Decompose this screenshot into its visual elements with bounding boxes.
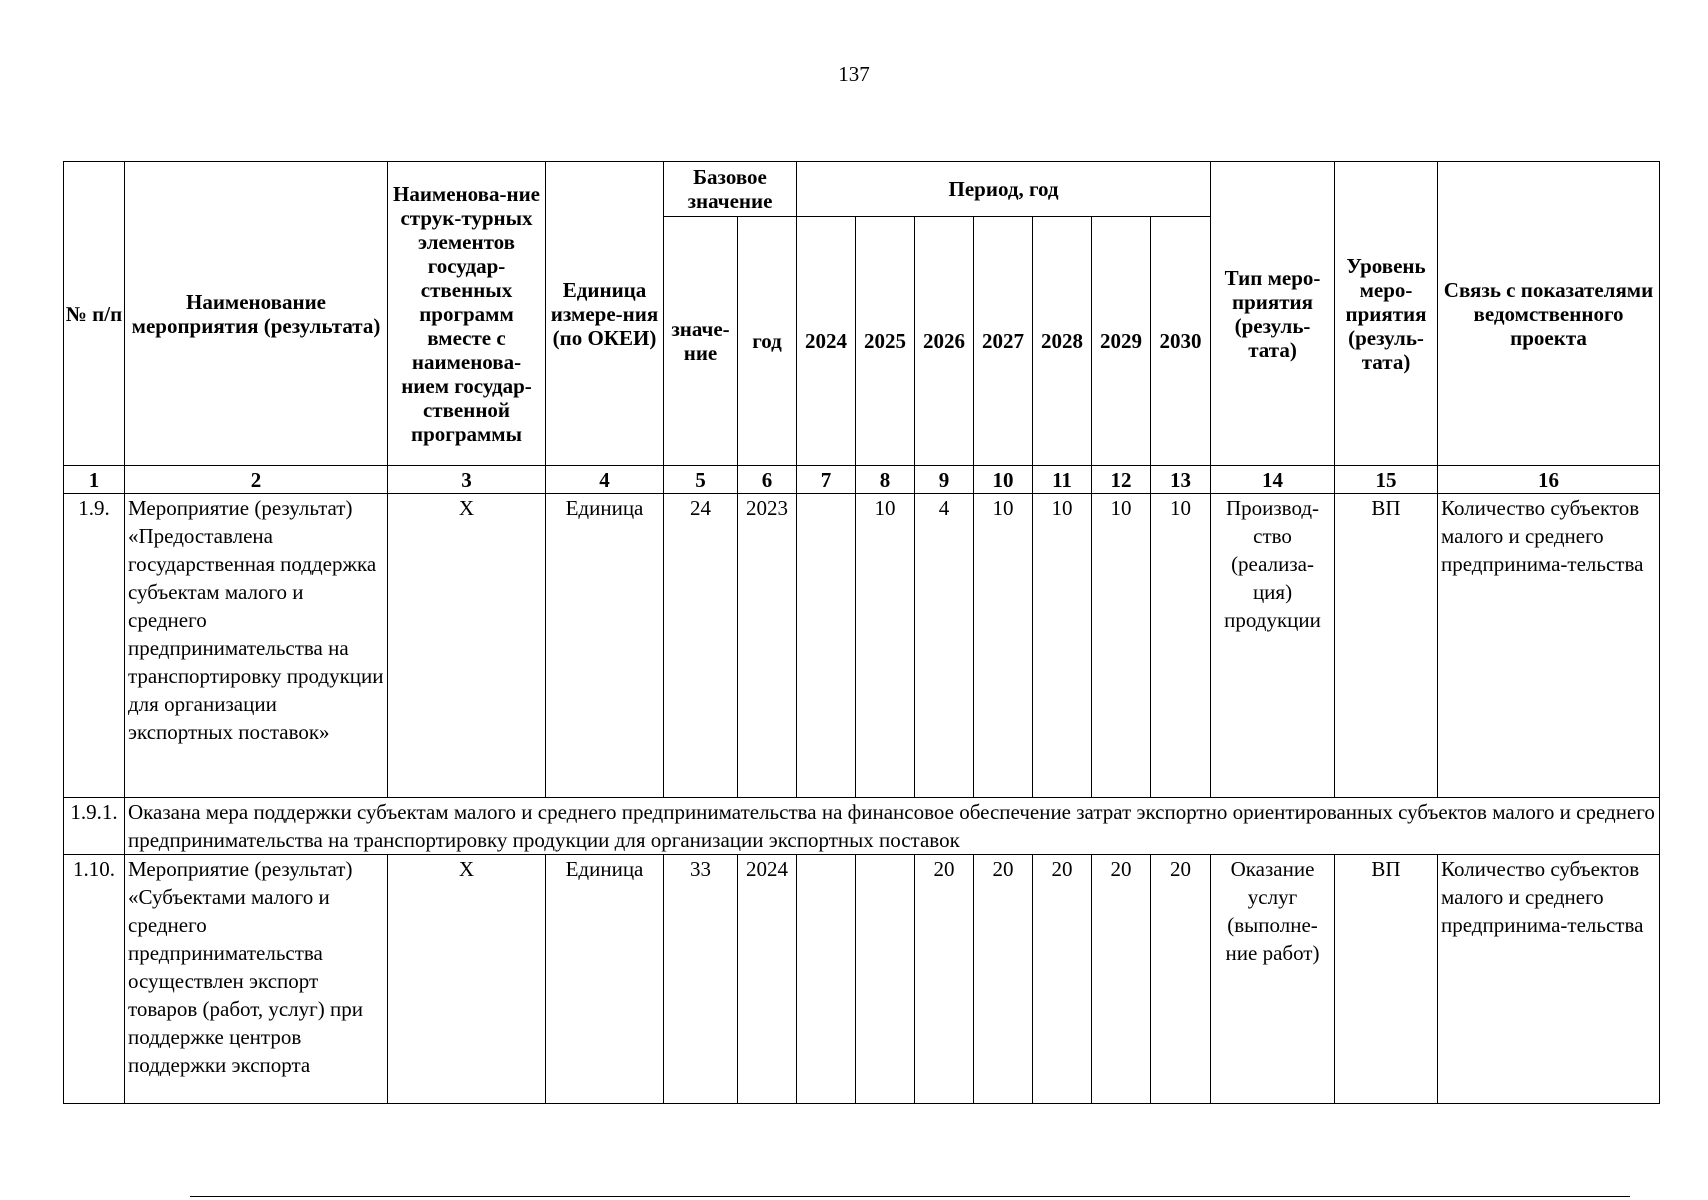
row-unit: Единица (546, 855, 664, 1104)
column-number: 11 (1033, 466, 1092, 494)
row-link: Количество субъектов малого и среднего предпринима-тельства (1438, 494, 1660, 798)
header-year-2025: 2025 (856, 217, 915, 466)
header-year-2030: 2030 (1151, 217, 1211, 466)
table-row (64, 494, 1660, 798)
row-2028: 20 (1033, 855, 1092, 1104)
row-2025 (856, 855, 915, 1104)
row-2026: 4 (915, 494, 974, 798)
row-2027: 20 (974, 855, 1033, 1104)
column-number: 13 (1151, 466, 1211, 494)
table-row (64, 798, 1660, 855)
header-year-2029: 2029 (1092, 217, 1151, 466)
column-number: 16 (1438, 466, 1660, 494)
header-link: Связь с показателями ведомственного проекта (1438, 162, 1660, 466)
row-base-value: 24 (664, 494, 738, 798)
row-2027: 10 (974, 494, 1033, 798)
column-number: 4 (546, 466, 664, 494)
header-year-2027: 2027 (974, 217, 1033, 466)
row-2025: 10 (856, 494, 915, 798)
column-number: 2 (125, 466, 388, 494)
row-type: Производ-ство (реализа-ция) продукции (1211, 494, 1335, 798)
header-unit: Единица измере-ния (по ОКЕИ) (546, 162, 664, 466)
header-year-2026: 2026 (915, 217, 974, 466)
activities-table (63, 161, 1660, 1104)
row-base-value: 33 (664, 855, 738, 1104)
row-unit: Единица (546, 494, 664, 798)
row-link: Количество субъектов малого и среднего предпринима-тельства (1438, 855, 1660, 1104)
row-type: Оказание услуг (выполне-ние работ) (1211, 855, 1335, 1104)
row-2029: 10 (1092, 494, 1151, 798)
column-number: 3 (388, 466, 546, 494)
header-year-2028: 2028 (1033, 217, 1092, 466)
header-type: Тип меро-приятия (резуль-тата) (1211, 162, 1335, 466)
column-number: 12 (1092, 466, 1151, 494)
row-2024 (797, 855, 856, 1104)
header-structural: Наименова-ние струк-турных элементов государ-ственных программ вместе с наименова-нием государ-ственной программы (388, 162, 546, 466)
row-base-year: 2024 (738, 855, 797, 1104)
row-num: 1.9. (64, 494, 125, 798)
column-number: 9 (915, 466, 974, 494)
row-base-year: 2023 (738, 494, 797, 798)
row-structural: Х (388, 855, 546, 1104)
header-period-group: Период, год (797, 162, 1211, 217)
header-level: Уровень меро-приятия (резуль-тата) (1335, 162, 1438, 466)
row-num: 1.10. (64, 855, 125, 1104)
table-row (64, 855, 1660, 1104)
row-2029: 20 (1092, 855, 1151, 1104)
column-number: 15 (1335, 466, 1438, 494)
header-name: Наименование мероприятия (результата) (125, 162, 388, 466)
row-level: ВП (1335, 494, 1438, 798)
header-base-year: год (738, 217, 797, 466)
header-base-value: значе-ние (664, 217, 738, 466)
column-number: 8 (856, 466, 915, 494)
column-number: 6 (738, 466, 797, 494)
row-subitem-text: Оказана мера поддержки субъектам малого и среднего предпринимательства на финансовое обеспечение затрат экспортно ориентированных субъектов малого и среднего предпринимательства на транспортировку продукции для организации экспортных поставок (125, 798, 1660, 855)
column-number: 5 (664, 466, 738, 494)
header-num: № п/п (64, 162, 125, 466)
row-2024 (797, 494, 856, 798)
row-structural: Х (388, 494, 546, 798)
column-number: 14 (1211, 466, 1335, 494)
column-number-row (64, 466, 1660, 494)
row-level: ВП (1335, 855, 1438, 1104)
row-2030: 20 (1151, 855, 1211, 1104)
row-name: Мероприятие (результат) «Субъектами малого и среднего предпринимательства осуществлен экспорт товаров (работ, услуг) при поддержке центров поддержки экспорта (125, 855, 388, 1104)
row-2030: 10 (1151, 494, 1211, 798)
column-number: 1 (64, 466, 125, 494)
column-number: 10 (974, 466, 1033, 494)
row-num: 1.9.1. (64, 798, 125, 855)
row-2026: 20 (915, 855, 974, 1104)
header-base-group: Базовое значение (664, 162, 797, 217)
footer-divider (190, 1196, 1630, 1197)
row-name: Мероприятие (результат) «Предоставлена государственная поддержка субъектам малого и среднего предпринимательства на транспортировку продукции для организации экспортных поставок» (125, 494, 388, 798)
header-year-2024: 2024 (797, 217, 856, 466)
column-number: 7 (797, 466, 856, 494)
row-2028: 10 (1033, 494, 1092, 798)
page-number: 137 (838, 62, 870, 86)
